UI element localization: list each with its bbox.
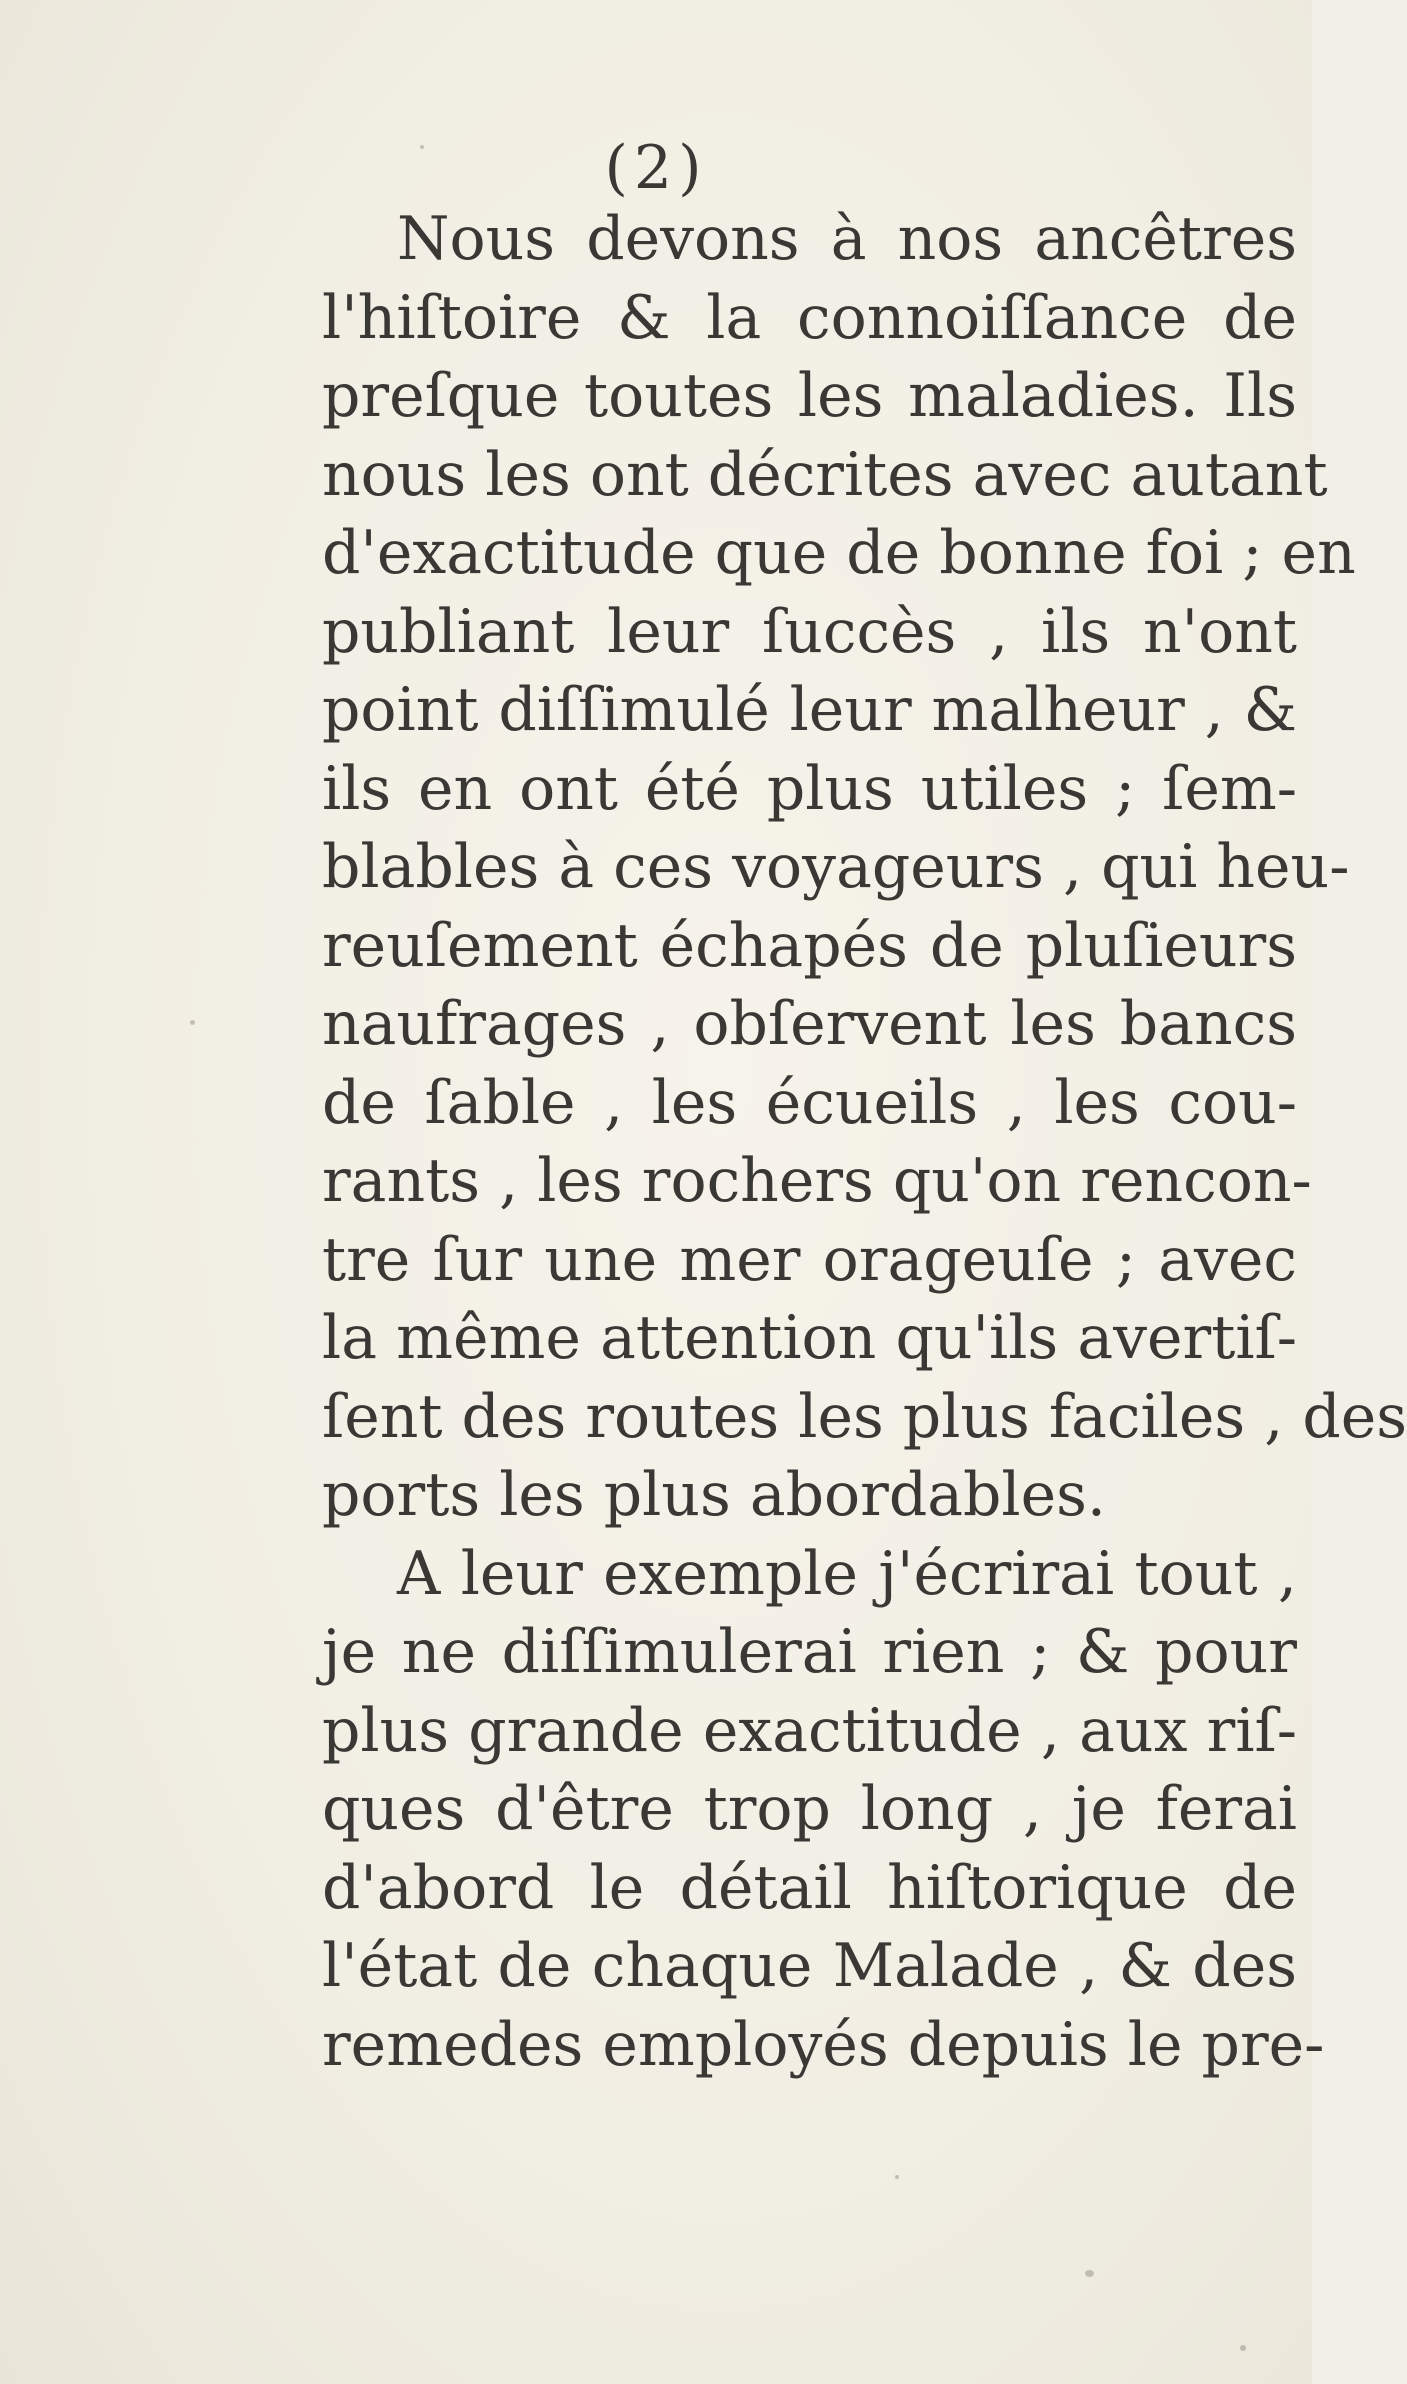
text-line: la même attention qu'ils avertiſ- xyxy=(322,1303,1297,1373)
text-line: l'état de chaque Malade , & des xyxy=(322,1931,1297,2001)
text-line: je ne diſſimulerai rien ; & pour xyxy=(322,1617,1297,1687)
text-line: blables à ces voyageurs , qui heu- xyxy=(322,832,1350,902)
text-line: ques d'être trop long , je ferai xyxy=(322,1774,1297,1844)
paragraph-2 xyxy=(322,1535,1325,2085)
text-line: l'hiſtoire & la connoiſſance de xyxy=(322,282,1297,353)
text-line: remedes employés depuis le pre- xyxy=(322,2009,1325,2080)
text-line: A leur exemple j'écrirai tout , xyxy=(397,1538,1297,1609)
text-line: point diſſimulé leur malheur , & xyxy=(322,675,1297,745)
text-line: publiant leur ſuccès , ils n'ont xyxy=(322,596,1297,667)
text-line: ſent des routes les plus faciles , des xyxy=(322,1381,1407,1452)
body-text xyxy=(322,200,1407,2084)
text-line: plus grande exactitude , aux riſ- xyxy=(322,1695,1297,1766)
text-line: tre ſur une mer orageuſe ; avec xyxy=(322,1224,1297,1295)
text-line: d'abord le détail hiſtorique de xyxy=(322,1852,1297,1923)
paper-speck xyxy=(895,2175,899,2179)
text-line: naufrages , obſervent les bancs xyxy=(322,989,1297,1059)
text-line: reuſement échapés de pluſieurs xyxy=(322,910,1297,981)
text-line: d'exactitude que de bonne foi ; en xyxy=(322,518,1356,588)
paper-speck xyxy=(420,145,424,149)
page-number: (2) xyxy=(604,133,708,203)
text-line: Nous devons à nos ancêtres xyxy=(397,204,1297,274)
text-line: nous les ont décrites avec autant xyxy=(322,439,1328,510)
paragraph-1 xyxy=(322,200,1407,1535)
text-line: ports les plus abordables. xyxy=(322,1460,1106,1530)
paper-speck xyxy=(1085,2270,1094,2277)
text-line: ils en ont été plus utiles ; ſem- xyxy=(322,753,1297,824)
text-line: de ſable , les écueils , les cou- xyxy=(322,1067,1297,1138)
text-line: preſque toutes les maladies. Ils xyxy=(322,361,1297,431)
paper-speck xyxy=(190,1020,195,1025)
text-line: rants , les rochers qu'on rencon- xyxy=(322,1146,1312,1216)
paper-speck xyxy=(1240,2345,1246,2351)
